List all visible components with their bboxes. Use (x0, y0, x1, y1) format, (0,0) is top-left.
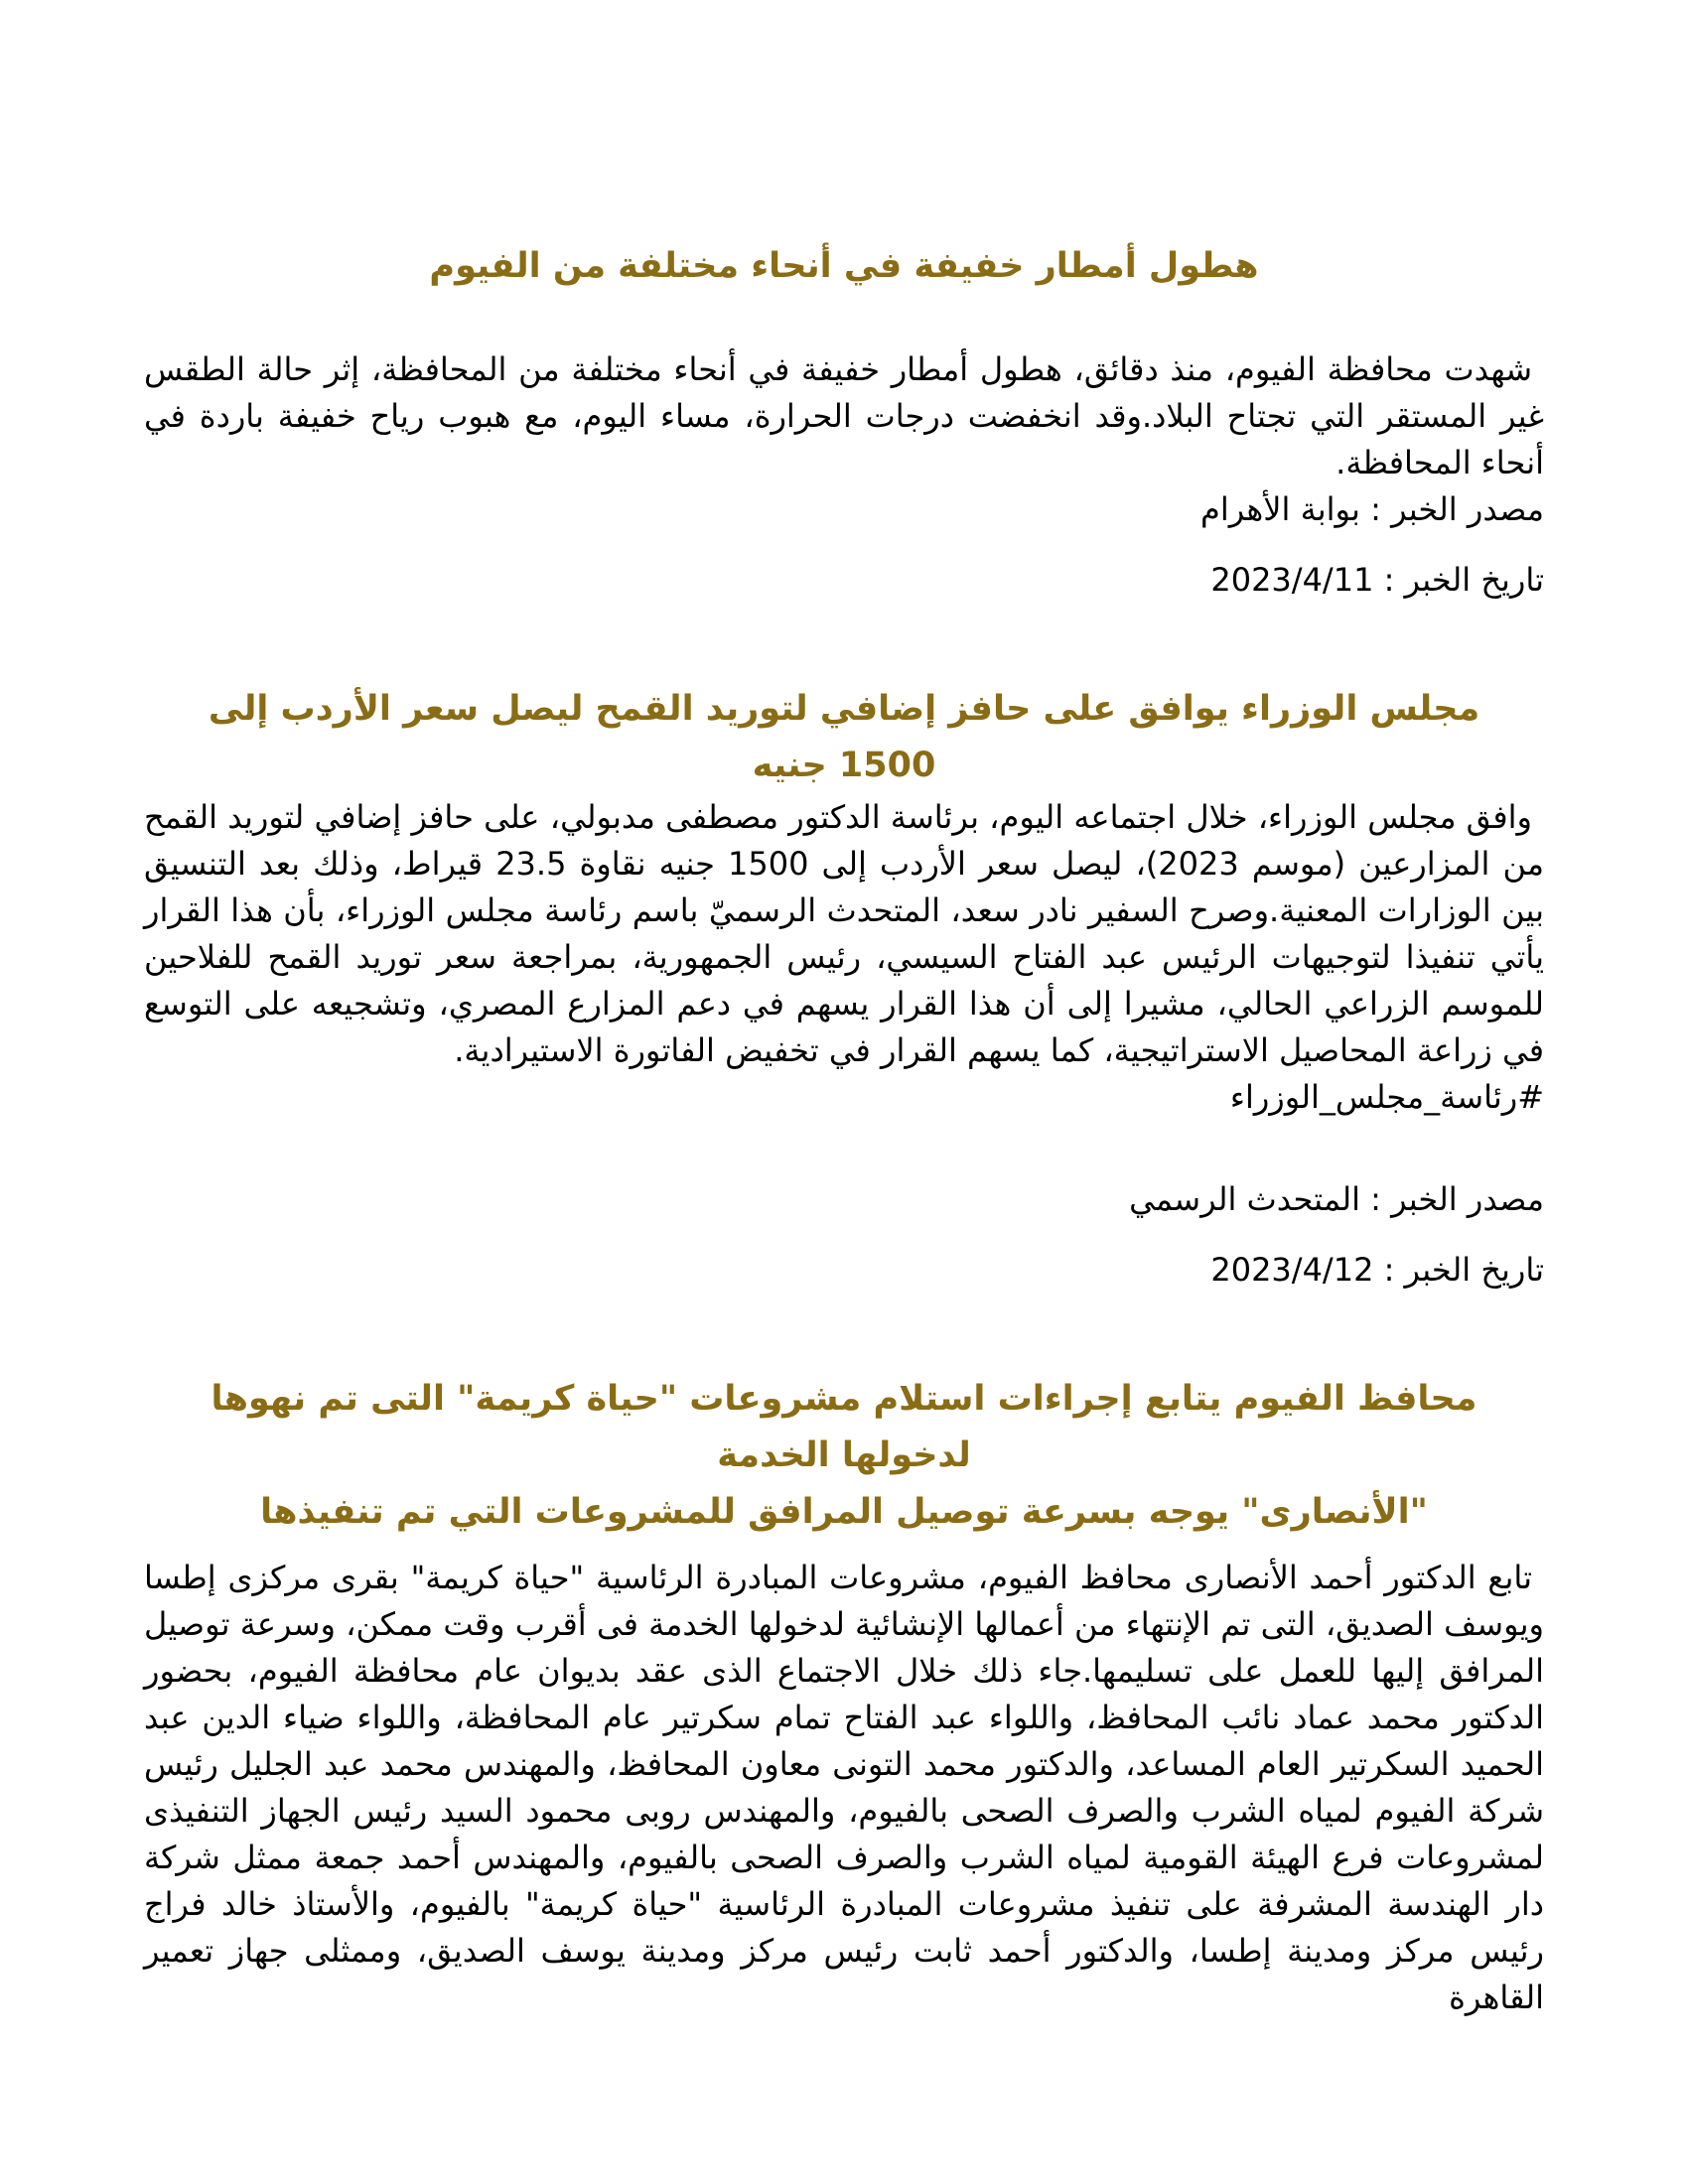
article-2-source-value: المتحدث الرسمي (1129, 1180, 1360, 1218)
article-2-date-line (144, 1247, 1544, 1294)
article-1-body: شهدت محافظة الفيوم، منذ دقائق، هطول أمطار خفيفة في أنحاء مختلفة من المحافظة، إثر حالة الطقس غير المستقر التي تجتاح البلاد.وقد انخفضت درجات الحرارة، مساء اليوم، مع هبوب رياح خفيفة باردة في أنحاء المحافظة. (144, 350, 1544, 481)
article-1-title (144, 238, 1544, 295)
article-2-source-line (144, 1176, 1544, 1223)
article-3-title (144, 1371, 1544, 1541)
article-2-title-line-1: مجلس الوزراء يوافق على حافز إضافي لتوريد القمح ليصل سعر الأردب إلى (208, 689, 1480, 729)
article-2-title-line-2: 1500 جنيه (752, 746, 936, 785)
article-2 (144, 681, 1544, 1294)
article-1 (144, 238, 1544, 604)
article-3-body: تابع الدكتور أحمد الأنصارى محافظ الفيوم، مشروعات المبادرة الرئاسية "حياة كريمة" بقرى مركزى إطسا ويوسف الصديق، التى تم الإنتهاء من أعمالها الإنشائية لدخولها الخدمة فى أقرب وقت ممكن، وسرعة توصيل المرافق إليها للعمل على تسليمها.جاء ذلك خلال الاجتماع الذى عقد بديوان عام محافظة الفيوم، بحضور الدكتور محمد عماد نائب المحافظ، واللواء عبد الفتاح تمام سكرتير عام المحافظة، واللواء ضياء الدين عبد الحميد السكرتير العام المساعد، والدكتور محمد التونى معاون المحافظ، والمهندس محمد عبد الجليل رئيس شركة الفيوم لمياه الشرب والصرف الصحى بالفيوم، والمهندس روبى محمود السيد رئيس الجهاز التنفيذى لمشروعات فرع الهيئة القومية لمياه الشرب والصرف الصحى بالفيوم، والمهندس أحمد جمعة ممثل شركة دار الهندسة المشرفة على تنفيذ مشروعات المبادرة الرئاسية "حياة كريمة" بالفيوم، والأستاذ خالد فراج رئيس مركز ومدينة إطسا، والدكتور أحمد ثابت رئيس مركز ومدينة يوسف الصديق، وممثلى جهاز تعمير القاهرة (144, 1559, 1544, 2016)
article-3-title-line-2: لدخولها الخدمة (717, 1435, 971, 1475)
article-1-source-label: مصدر الخبر : (1359, 490, 1544, 528)
article-1-title-line-1: هطول أمطار خفيفة في أنحاء مختلفة من الفيوم (429, 246, 1259, 286)
article-1-date-value: 2023/4/11 (1210, 561, 1374, 599)
article-1-date-line (144, 557, 1544, 604)
article-2-date-value: 2023/4/12 (1210, 1251, 1374, 1289)
article-2-title (144, 681, 1544, 794)
article-2-date-label: تاريخ الخبر : (1373, 1251, 1544, 1289)
article-2-body: وافق مجلس الوزراء، خلال اجتماعه اليوم، برئاسة الدكتور مصطفى مدبولي، على حافز إضافي لتوريد القمح من المزارعين (موسم 2023)، ليصل سعر الأردب إلى 1500 جنيه نقاوة 23.5 قيراط، وذلك بعد التنسيق بين الوزارات المعنية.وصرح السفير نادر سعد، المتحدث الرسميّ باسم رئاسة مجلس الوزراء، بأن هذا القرار يأتي تنفيذا لتوجيهات الرئيس عبد الفتاح السيسي، رئيس الجمهورية، بمراجعة سعر توريد القمح للفلاحين للموسم الزراعي الحالي، مشيرا إلى أن هذا القرار يسهم في دعم المزارع المصري، وتشجيعه على التوسع في زراعة المحاصيل الاستراتيجية، كما يسهم القرار في تخفيض الفاتورة الاستيرادية. (144, 798, 1545, 1069)
article-3-title-line-1: محافظ الفيوم يتابع إجراءات استلام مشروعات "حياة كريمة" التى تم نهوها (211, 1379, 1477, 1419)
article-1-source-value: بوابة الأهرام (1200, 490, 1360, 528)
article-1-date-label: تاريخ الخبر : (1373, 561, 1544, 599)
article-2-hashtag: #رئاسة_مجلس_الوزراء (1229, 1078, 1544, 1116)
article-2-source-label: مصدر الخبر : (1359, 1180, 1544, 1218)
article-3-title-line-3: "الأنصارى" يوجه بسرعة توصيل المرافق للمشروعات التي تم تنفيذها (260, 1492, 1428, 1532)
article-3 (144, 1371, 1544, 2021)
article-1-source-line (144, 486, 1544, 533)
